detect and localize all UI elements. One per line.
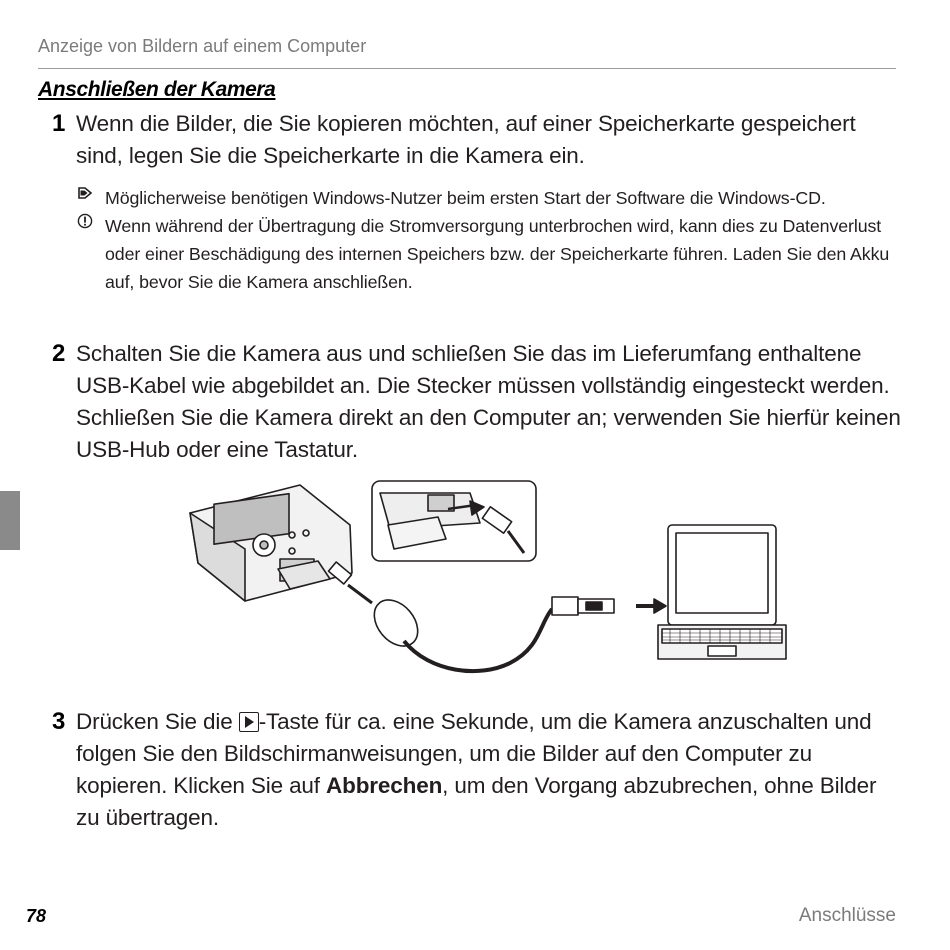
tip-icon [77,185,93,201]
usb-connection-illustration [180,473,790,695]
note-tip [77,184,897,212]
note-text: Wenn während der Übertragung die Stromversorgung unterbrochen wird, kann dies zu Datenverlust oder einer Beschädigung des internen Speichers bzw. der Speicherkarte führen. Laden Sie den Akku auf, bevor Sie die Kamera anschließen. [105,216,890,292]
step-text-part: , um den Vorgang abzubrechen, ohne Bilder zu übertragen. [76,773,877,830]
step-number: 2 [52,340,66,367]
page-number: 78 [26,906,47,926]
step-number: 3 [52,708,66,735]
chapter-thumb-tab [0,491,20,550]
cancel-label: Abbrechen [326,773,443,798]
chapter-name: Anschlüsse [798,905,896,926]
step-3 [52,706,902,834]
port-detail-inset [372,481,536,561]
step-text: Schalten Sie die Kamera aus und schließen Sie das im Lieferumfang enthaltene USB-Kabel wie abgebildet an. Die Stecker müssen vollständig eingesteckt werden. Schließen Sie die Kamera direkt an den Computer an; verwenden Sie hierfür keinen USB-Hub oder eine Tastatur. [76,341,901,462]
step-2 [52,338,902,466]
note-caution [77,212,897,296]
step-text-part: -Taste für ca. eine Sekunde, um die Kamera anzuschalten und folgen Sie den Bildschirmanweisungen, um die Bilder auf den Computer zu kopieren. Klicken Sie auf [76,709,872,798]
section-title: Anschließen der Kamera [38,78,276,101]
step-number: 1 [52,110,66,137]
camera-illustration [190,485,352,601]
playback-button-icon [239,712,259,732]
running-header: Anzeige von Bildern auf einem Computer [38,36,367,56]
laptop-illustration [658,525,786,659]
step-1 [52,108,902,172]
notes [77,184,897,296]
step-text-part: Drücken Sie die [76,709,239,734]
step-text [76,706,902,834]
caution-icon [77,213,93,229]
usb-cable [328,562,666,671]
header-divider [38,68,896,69]
note-text: Möglicherweise benötigen Windows-Nutzer beim ersten Start der Software die Windows-CD. [105,188,826,208]
step-text: Wenn die Bilder, die Sie kopieren möchten, auf einer Speicherkarte gespeichert sind, legen Sie die Speicherkarte in die Kamera ein. [76,111,856,168]
